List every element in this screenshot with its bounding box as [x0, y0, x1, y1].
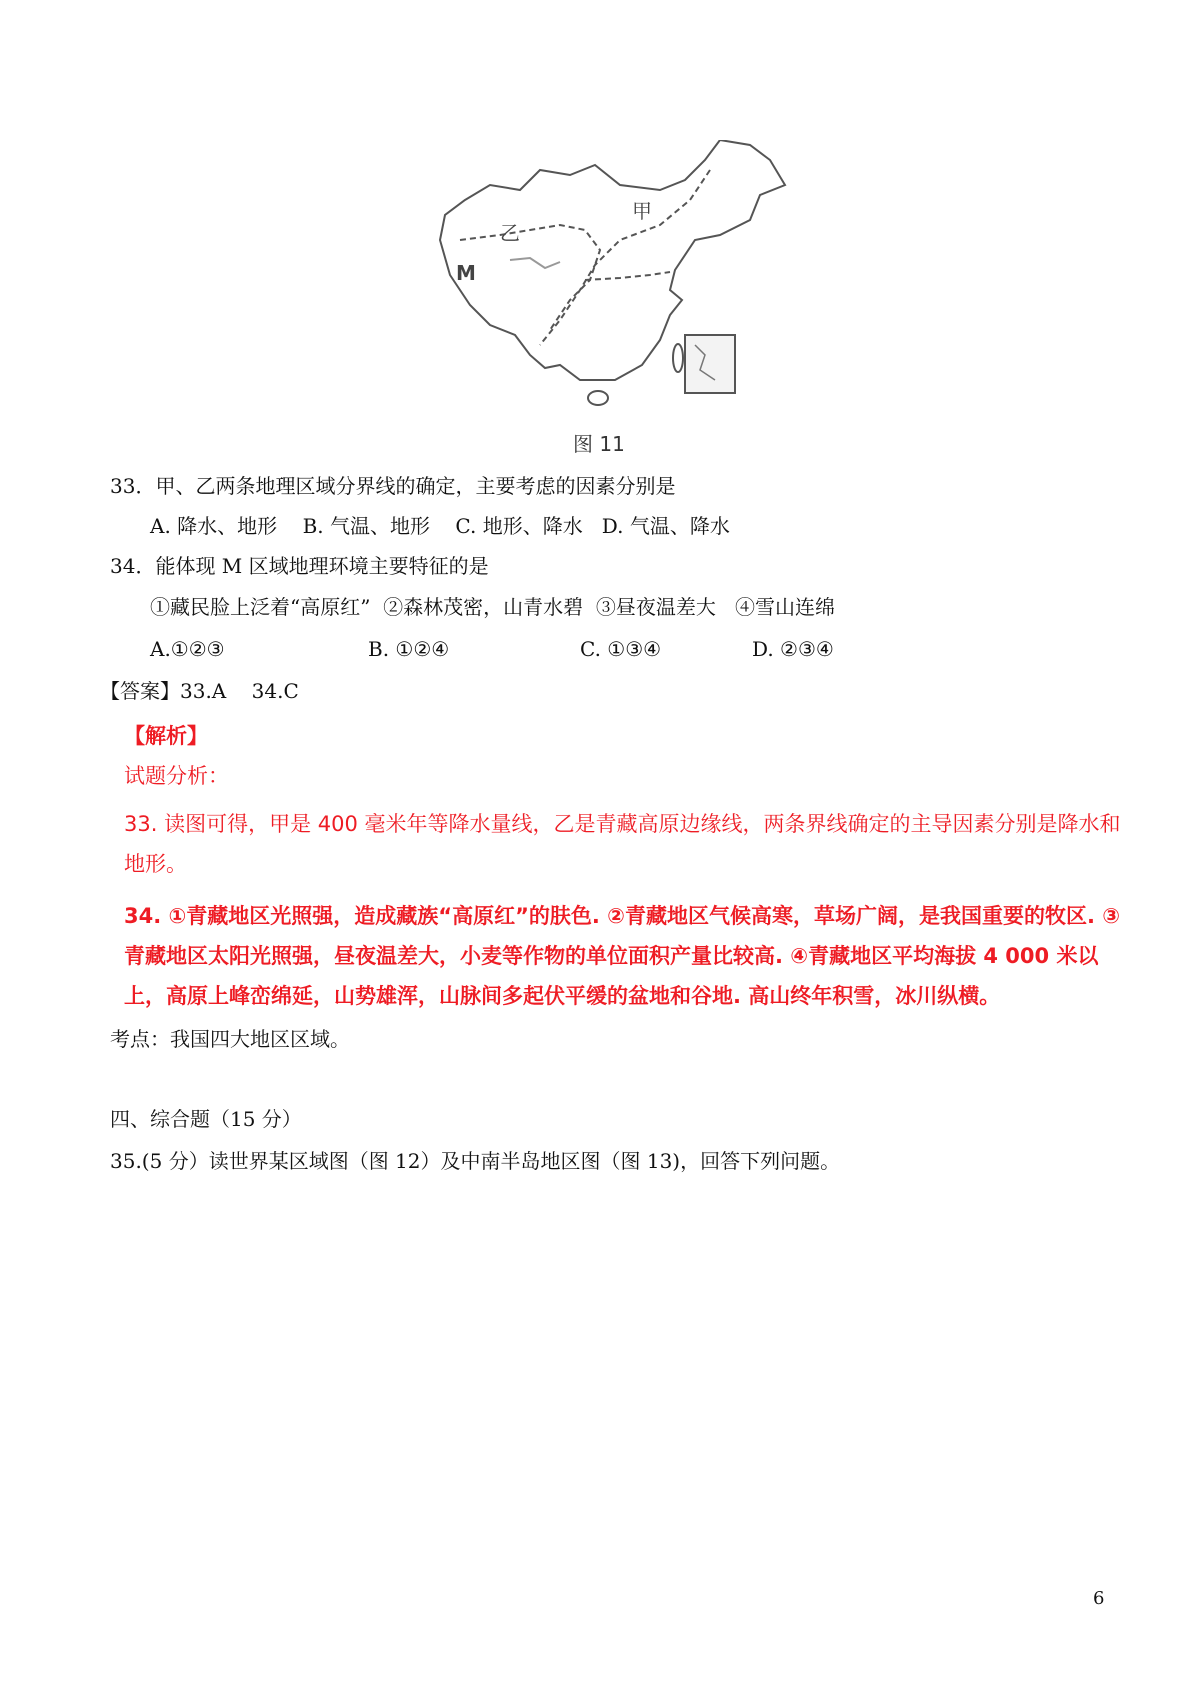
label-jia: 甲	[632, 199, 652, 223]
analysis-p33: 33. 读图可得，甲是 400 毫米年等降水量线，乙是青藏高原边缘线，两条界线确定的主导因素分别是降水和地形。	[124, 812, 1121, 876]
q33-options: A. 降水、地形 B. 气温、地形 C. 地形、降水 D. 气温、降水	[150, 514, 730, 538]
hainan-island	[588, 391, 608, 405]
analysis-p34: 34. ①青藏地区光照强，造成藏族“高原红”的肤色. ②青藏地区气候高寒，草场广阔，是我国重要的牧区. ③青藏地区太阳光照强，昼夜温差大，小麦等作物的单位面积产量比较高. ④青藏地区平均海拔 4 000 米以上，高原上峰峦绵延，山势雄浑，山脉间多起伏平缓的盆地和谷地. 高山终年积雪，冰川纵横。	[124, 904, 1121, 1008]
q34-stem: 34．能体现 M 区域地理环境主要特征的是	[110, 554, 489, 578]
china-map-figure	[420, 140, 800, 460]
section4-heading: 四、综合题（15 分）	[110, 1107, 302, 1131]
analysis-subheading: 试题分析：	[124, 764, 229, 788]
q34-option-c: C. ①③④	[580, 637, 662, 661]
q34-option-d: D. ②③④	[752, 637, 834, 661]
q34-statements: ①藏民脸上泛着“高原红” ②森林茂密，山青水碧 ③昼夜温差大 ④雪山连绵	[150, 595, 835, 619]
label-m: M	[456, 261, 476, 285]
south-china-sea-inset	[685, 335, 735, 393]
q34-option-b: B. ①②④	[368, 637, 450, 661]
qinling-huaihe-line	[585, 272, 670, 280]
yi-boundary-line	[460, 225, 600, 330]
label-yi: 乙	[500, 221, 520, 245]
q35-stem: 35.(5 分）读世界某区域图（图 12）及中南半岛地区图（图 13)，回答下列问题。	[110, 1149, 841, 1173]
kaodian-line: 考点：我国四大地区区域。	[110, 1027, 350, 1051]
q34-option-a: A.①②③	[150, 637, 225, 661]
page-number: 6	[1093, 1588, 1105, 1609]
figure-caption: 图 11	[573, 432, 625, 456]
answer-line: 【答案】33.A 34.C	[100, 679, 299, 703]
china-map-svg	[420, 140, 800, 460]
taiwan-island	[673, 344, 683, 372]
river-line	[510, 258, 560, 268]
analysis-heading: 【解析】	[124, 724, 208, 748]
q33-stem: 33．甲、乙两条地理区域分界线的确定，主要考虑的因素分别是	[110, 474, 676, 498]
